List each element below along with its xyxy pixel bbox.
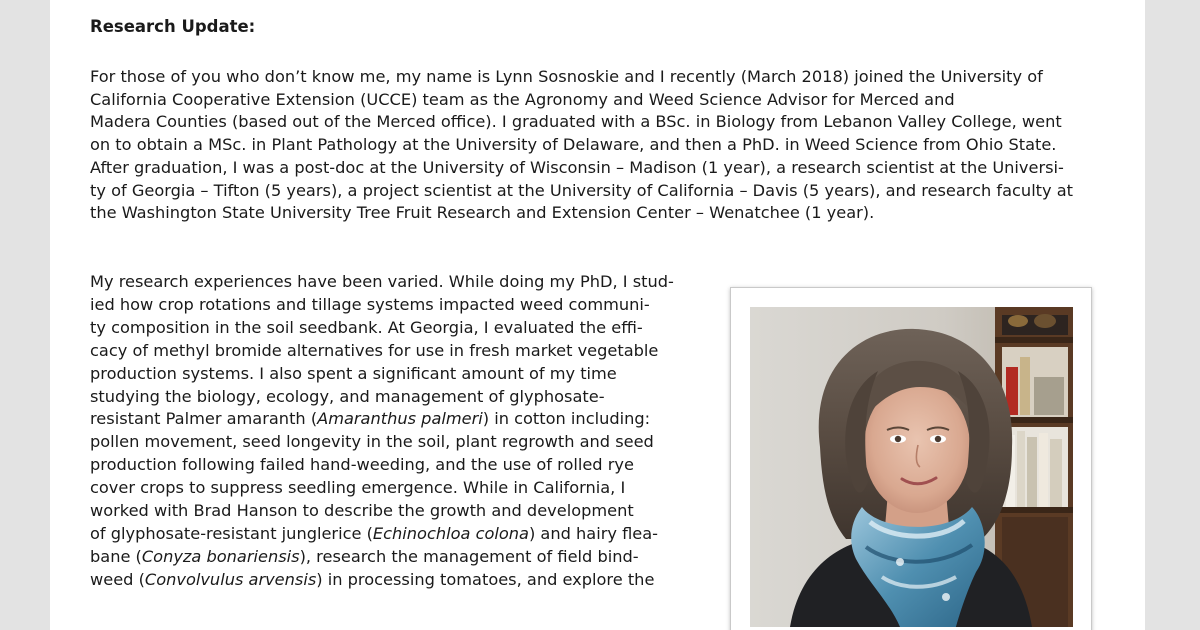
intro-line: the Washington State University Tree Fruit Research and Extension Center – Wenatchee (1 year).	[90, 203, 875, 223]
research-line: production following failed hand-weeding, and the use of rolled rye	[90, 455, 634, 475]
book	[1039, 433, 1048, 507]
research-text: resistant Palmer amaranth (	[90, 409, 318, 429]
intro-line: on to obtain a MSc. in Plant Pathology at the University of Delaware, and then a PhD. in Weed Science from Ohio State.	[90, 135, 1057, 155]
research-line: cacy of methyl bromide alternatives for use in fresh market vegetable	[90, 340, 659, 360]
portrait-photo	[750, 307, 1073, 627]
research-text: ), research the management of field bind-	[299, 546, 639, 566]
book	[1050, 439, 1062, 507]
research-line: ty composition in the soil seedbank. At Georgia, I evaluated the effi-	[90, 317, 643, 337]
intro-line: California Cooperative Extension (UCCE) team as the Agronomy and Weed Science Advisor for Merced and	[90, 89, 955, 109]
portrait-frame	[730, 287, 1092, 630]
research-line	[90, 569, 690, 592]
scarf-pattern	[942, 593, 950, 601]
research-text: weed (	[90, 569, 145, 589]
scarf-pattern	[896, 558, 904, 566]
book	[1020, 357, 1030, 415]
research-line	[90, 408, 690, 431]
shelf-item	[1034, 314, 1056, 328]
research-text: ) in cotton including:	[482, 409, 651, 429]
research-line: ied how crop rotations and tillage systems impacted weed communi-	[90, 294, 650, 314]
species-name: Conyza bonariensis	[141, 546, 300, 566]
research-text: bane (	[90, 546, 142, 566]
research-line: worked with Brad Hanson to describe the growth and development	[90, 501, 634, 521]
pupil-left	[895, 436, 901, 442]
research-line: production systems. I also spent a significant amount of my time	[90, 363, 617, 383]
research-text: ) and hairy flea-	[528, 523, 659, 543]
portrait-illustration	[750, 307, 1073, 627]
intro-line: Madera Counties (based out of the Merced office). I graduated with a BSc. in Biology from Lebanon Valley College, went	[90, 112, 1062, 132]
intro-line: After graduation, I was a post-doc at the University of Wisconsin – Madison (1 year), a research scientist at the Universi-	[90, 157, 1064, 177]
book	[1017, 431, 1025, 507]
pupil-right	[935, 436, 941, 442]
research-line	[90, 546, 690, 569]
shelf-board	[995, 507, 1073, 513]
shelf-item	[1008, 315, 1028, 327]
research-text: of glyphosate-resistant junglerice (	[90, 523, 373, 543]
document-page	[50, 0, 1145, 630]
intro-paragraph	[90, 66, 1145, 225]
species-name: Echinochloa colona	[372, 523, 529, 543]
research-line	[90, 523, 690, 546]
species-name: Convolvulus arvensis	[144, 569, 317, 589]
research-text: ) in processing tomatoes, and explore the	[316, 569, 655, 589]
section-heading: Research Update:	[90, 17, 256, 36]
research-line: My research experiences have been varied. While doing my PhD, I stud-	[90, 272, 674, 291]
research-line: cover crops to suppress seedling emergence. While in California, I	[90, 478, 626, 498]
intro-line: For those of you who don’t know me, my name is Lynn Sosnoskie and I recently (March 2018) joined the University of	[90, 67, 1043, 86]
species-name: Amaranthus palmeri	[317, 409, 483, 429]
photo-frame-small	[1034, 377, 1064, 415]
shelf-board	[995, 337, 1073, 343]
research-line: studying the biology, ecology, and management of glyphosate-	[90, 386, 605, 406]
research-paragraph	[90, 271, 690, 592]
research-line: pollen movement, seed longevity in the soil, plant regrowth and seed	[90, 432, 654, 452]
book	[1027, 437, 1037, 507]
intro-line: ty of Georgia – Tifton (5 years), a project scientist at the University of California – Davis (5 years), and research faculty at	[90, 180, 1074, 200]
